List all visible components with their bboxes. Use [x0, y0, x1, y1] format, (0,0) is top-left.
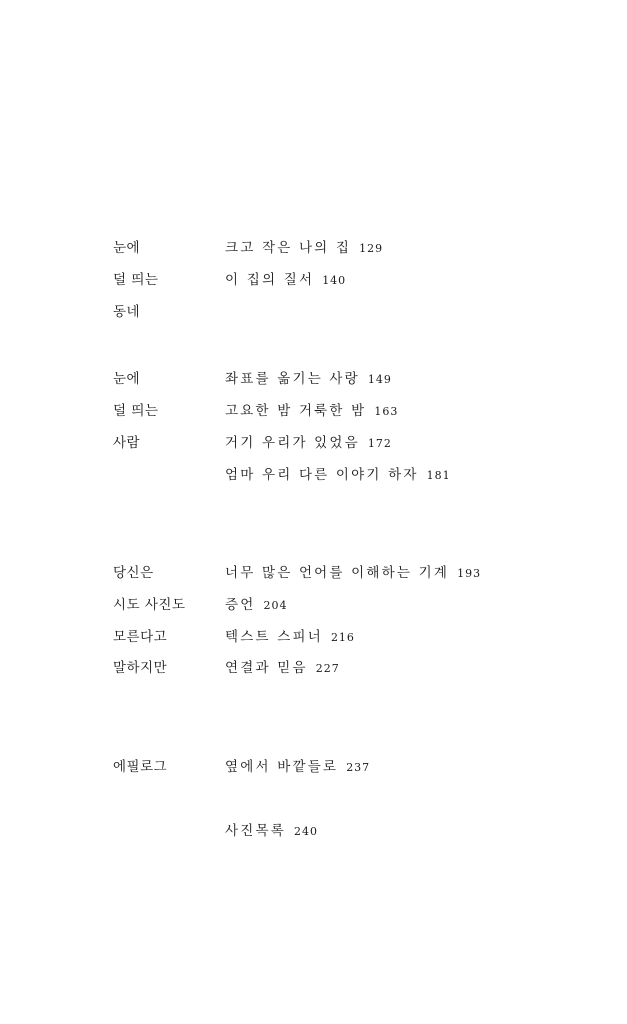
- toc-entry: [225, 431, 392, 451]
- toc-entry: [225, 236, 383, 256]
- entry-page: 181: [426, 469, 451, 482]
- entry-page: 216: [330, 631, 355, 644]
- entry-title: 엄마 우리 다른 이야기 하자: [225, 467, 419, 483]
- section-1-title-line-3: 동네: [113, 304, 141, 320]
- toc-entry: [225, 268, 346, 288]
- section-2-title-line-1: 눈에: [113, 371, 141, 387]
- entry-title: 옆에서 바깥들로: [225, 759, 339, 775]
- section-3-title-line-3: 모른다고: [113, 629, 168, 645]
- toc-entry: [225, 463, 451, 483]
- entry-page: 237: [346, 761, 371, 774]
- section-1-title-line-1: 눈에: [113, 240, 141, 256]
- toc-entry: [225, 561, 481, 581]
- toc-entry: [225, 367, 392, 387]
- section-3-title-line-4: 말하지만: [113, 660, 168, 676]
- toc-entry: [225, 755, 370, 775]
- entry-page: 172: [367, 437, 392, 450]
- entry-title: 텍스트 스피너: [225, 629, 323, 645]
- toc-entry: [225, 593, 287, 613]
- entry-title: 사진목록: [225, 823, 286, 839]
- entry-title: 이 집의 질서: [225, 272, 315, 288]
- section-3-title-line-1: 당신은: [113, 565, 154, 581]
- toc-entry: [225, 656, 340, 676]
- entry-page: 129: [359, 242, 384, 255]
- entry-page: 204: [263, 599, 288, 612]
- section-1-title-line-2: 덜 띄는: [113, 272, 159, 288]
- entry-title: 거기 우리가 있었음: [225, 435, 360, 451]
- entry-title: 크고 작은 나의 집: [225, 240, 352, 256]
- section-2-title-line-2: 덜 띄는: [113, 403, 159, 419]
- entry-page: 240: [293, 825, 318, 838]
- section-2-title-line-3: 사람: [113, 435, 141, 451]
- entry-page: 163: [374, 405, 399, 418]
- entry-page: 140: [322, 274, 347, 287]
- entry-title: 연결과 믿음: [225, 660, 308, 676]
- section-3-title-line-2: 시도 사진도: [113, 597, 186, 613]
- entry-title: 증언: [225, 597, 256, 613]
- entry-page: 149: [367, 373, 392, 386]
- section-4-title: 에필로그: [113, 759, 168, 775]
- entry-title: 좌표를 옮기는 사랑: [225, 371, 360, 387]
- toc-entry: [225, 399, 398, 419]
- entry-title: 고요한 밤 거룩한 밤: [225, 403, 367, 419]
- entry-title: 너무 많은 언어를 이해하는 기계: [225, 565, 450, 581]
- toc-entry: [225, 625, 355, 645]
- entry-page: 227: [315, 662, 340, 675]
- entry-page: 193: [457, 567, 482, 580]
- toc-entry-photo-list: [225, 819, 318, 839]
